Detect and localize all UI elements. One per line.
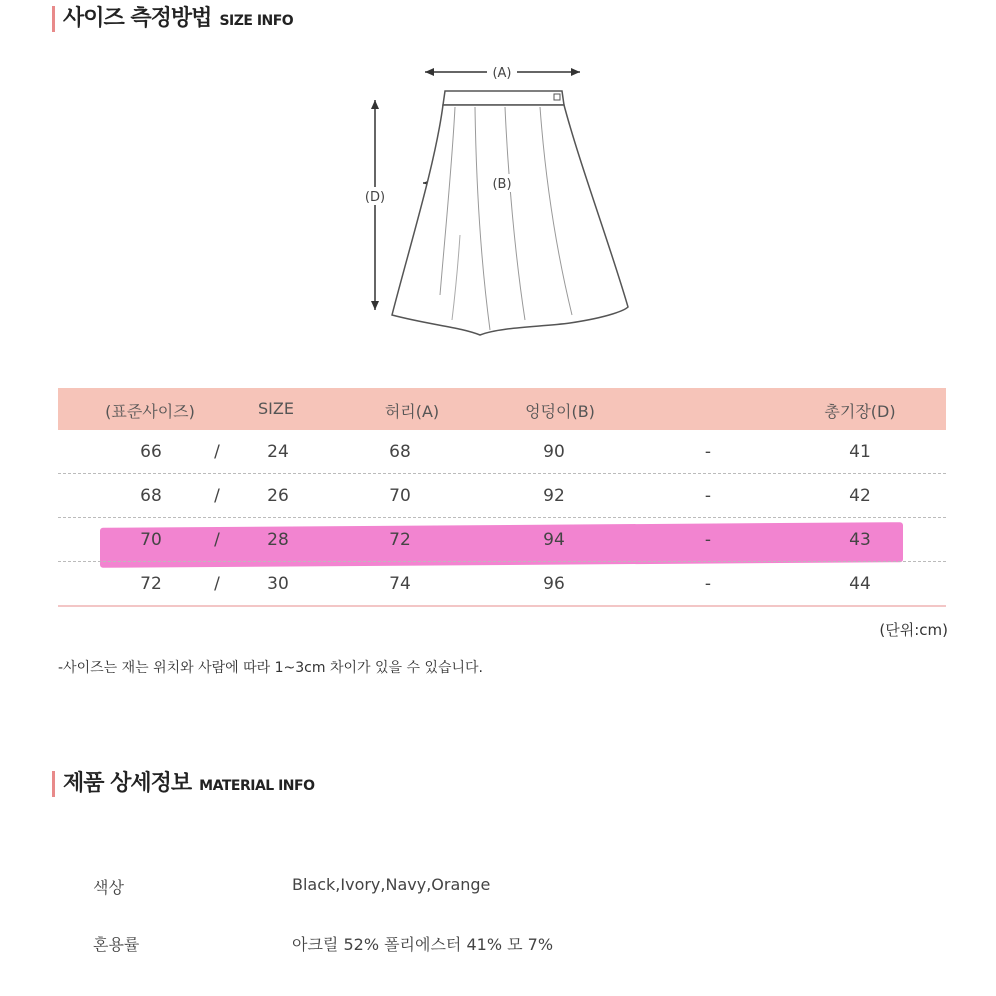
cell-size: 24 [267, 442, 289, 462]
cell-separator: / [214, 530, 220, 550]
cell-size: 30 [267, 574, 289, 594]
cell-dash: - [704, 530, 712, 550]
material-label: 혼용률 [93, 935, 140, 954]
cell-size: 28 [267, 530, 289, 550]
skirt-measurement-diagram [340, 55, 640, 345]
cell-hip: 96 [543, 574, 565, 594]
cell-length: 43 [849, 530, 871, 550]
cell-waist: 70 [389, 486, 411, 506]
cell-length: 44 [849, 574, 871, 594]
label-d: (D) [364, 190, 386, 205]
size-table [58, 388, 946, 607]
size-note: -사이즈는 재는 위치와 사람에 따라 1~3cm 차이가 있을 수 있습니다. [58, 660, 484, 676]
cell-length: 42 [849, 486, 871, 506]
table-row [58, 473, 946, 517]
material-label: 색상 [93, 878, 124, 897]
cell-standard: 70 [140, 530, 162, 550]
header-size: SIZE [258, 399, 294, 418]
table-bottom-rule [58, 605, 946, 607]
size-title-ko: 사이즈 측정방법 [63, 6, 212, 31]
table-header [58, 388, 946, 430]
material-value: Black,Ivory,Navy,Orange [292, 875, 491, 894]
label-b: (B) [492, 177, 512, 192]
cell-length: 41 [849, 442, 871, 462]
size-section-title [52, 6, 293, 32]
cell-waist: 74 [389, 574, 411, 594]
header-standard-size: (표준사이즈) [105, 402, 195, 421]
material-value: 아크릴 52% 폴리에스터 41% 모 7% [292, 935, 554, 954]
cell-dash: - [704, 486, 712, 506]
label-a: (A) [492, 66, 512, 81]
cell-standard: 68 [140, 486, 162, 506]
table-row-highlighted [58, 517, 946, 561]
header-hip: 엉덩이(B) [525, 402, 595, 421]
cell-waist: 72 [389, 530, 411, 550]
cell-size: 26 [267, 486, 289, 506]
cell-hip: 92 [543, 486, 565, 506]
table-row [58, 430, 946, 473]
cell-hip: 90 [543, 442, 565, 462]
material-title-en: MATERIAL INFO [199, 778, 315, 794]
table-row [58, 561, 946, 605]
cell-separator: / [214, 574, 220, 594]
material-title-ko: 제품 상세정보 [63, 771, 192, 796]
cell-dash: - [704, 442, 712, 462]
unit-label: (단위:cm) [879, 621, 948, 639]
cell-standard: 66 [140, 442, 162, 462]
cell-separator: / [214, 486, 220, 506]
header-length: 총기장(D) [824, 402, 896, 421]
cell-hip: 94 [543, 530, 565, 550]
material-section-title [52, 771, 314, 797]
header-waist: 허리(A) [384, 402, 440, 421]
cell-dash: - [704, 574, 712, 594]
size-title-en: SIZE INFO [219, 13, 294, 29]
cell-waist: 68 [389, 442, 411, 462]
cell-standard: 72 [140, 574, 162, 594]
cell-separator: / [214, 442, 220, 462]
